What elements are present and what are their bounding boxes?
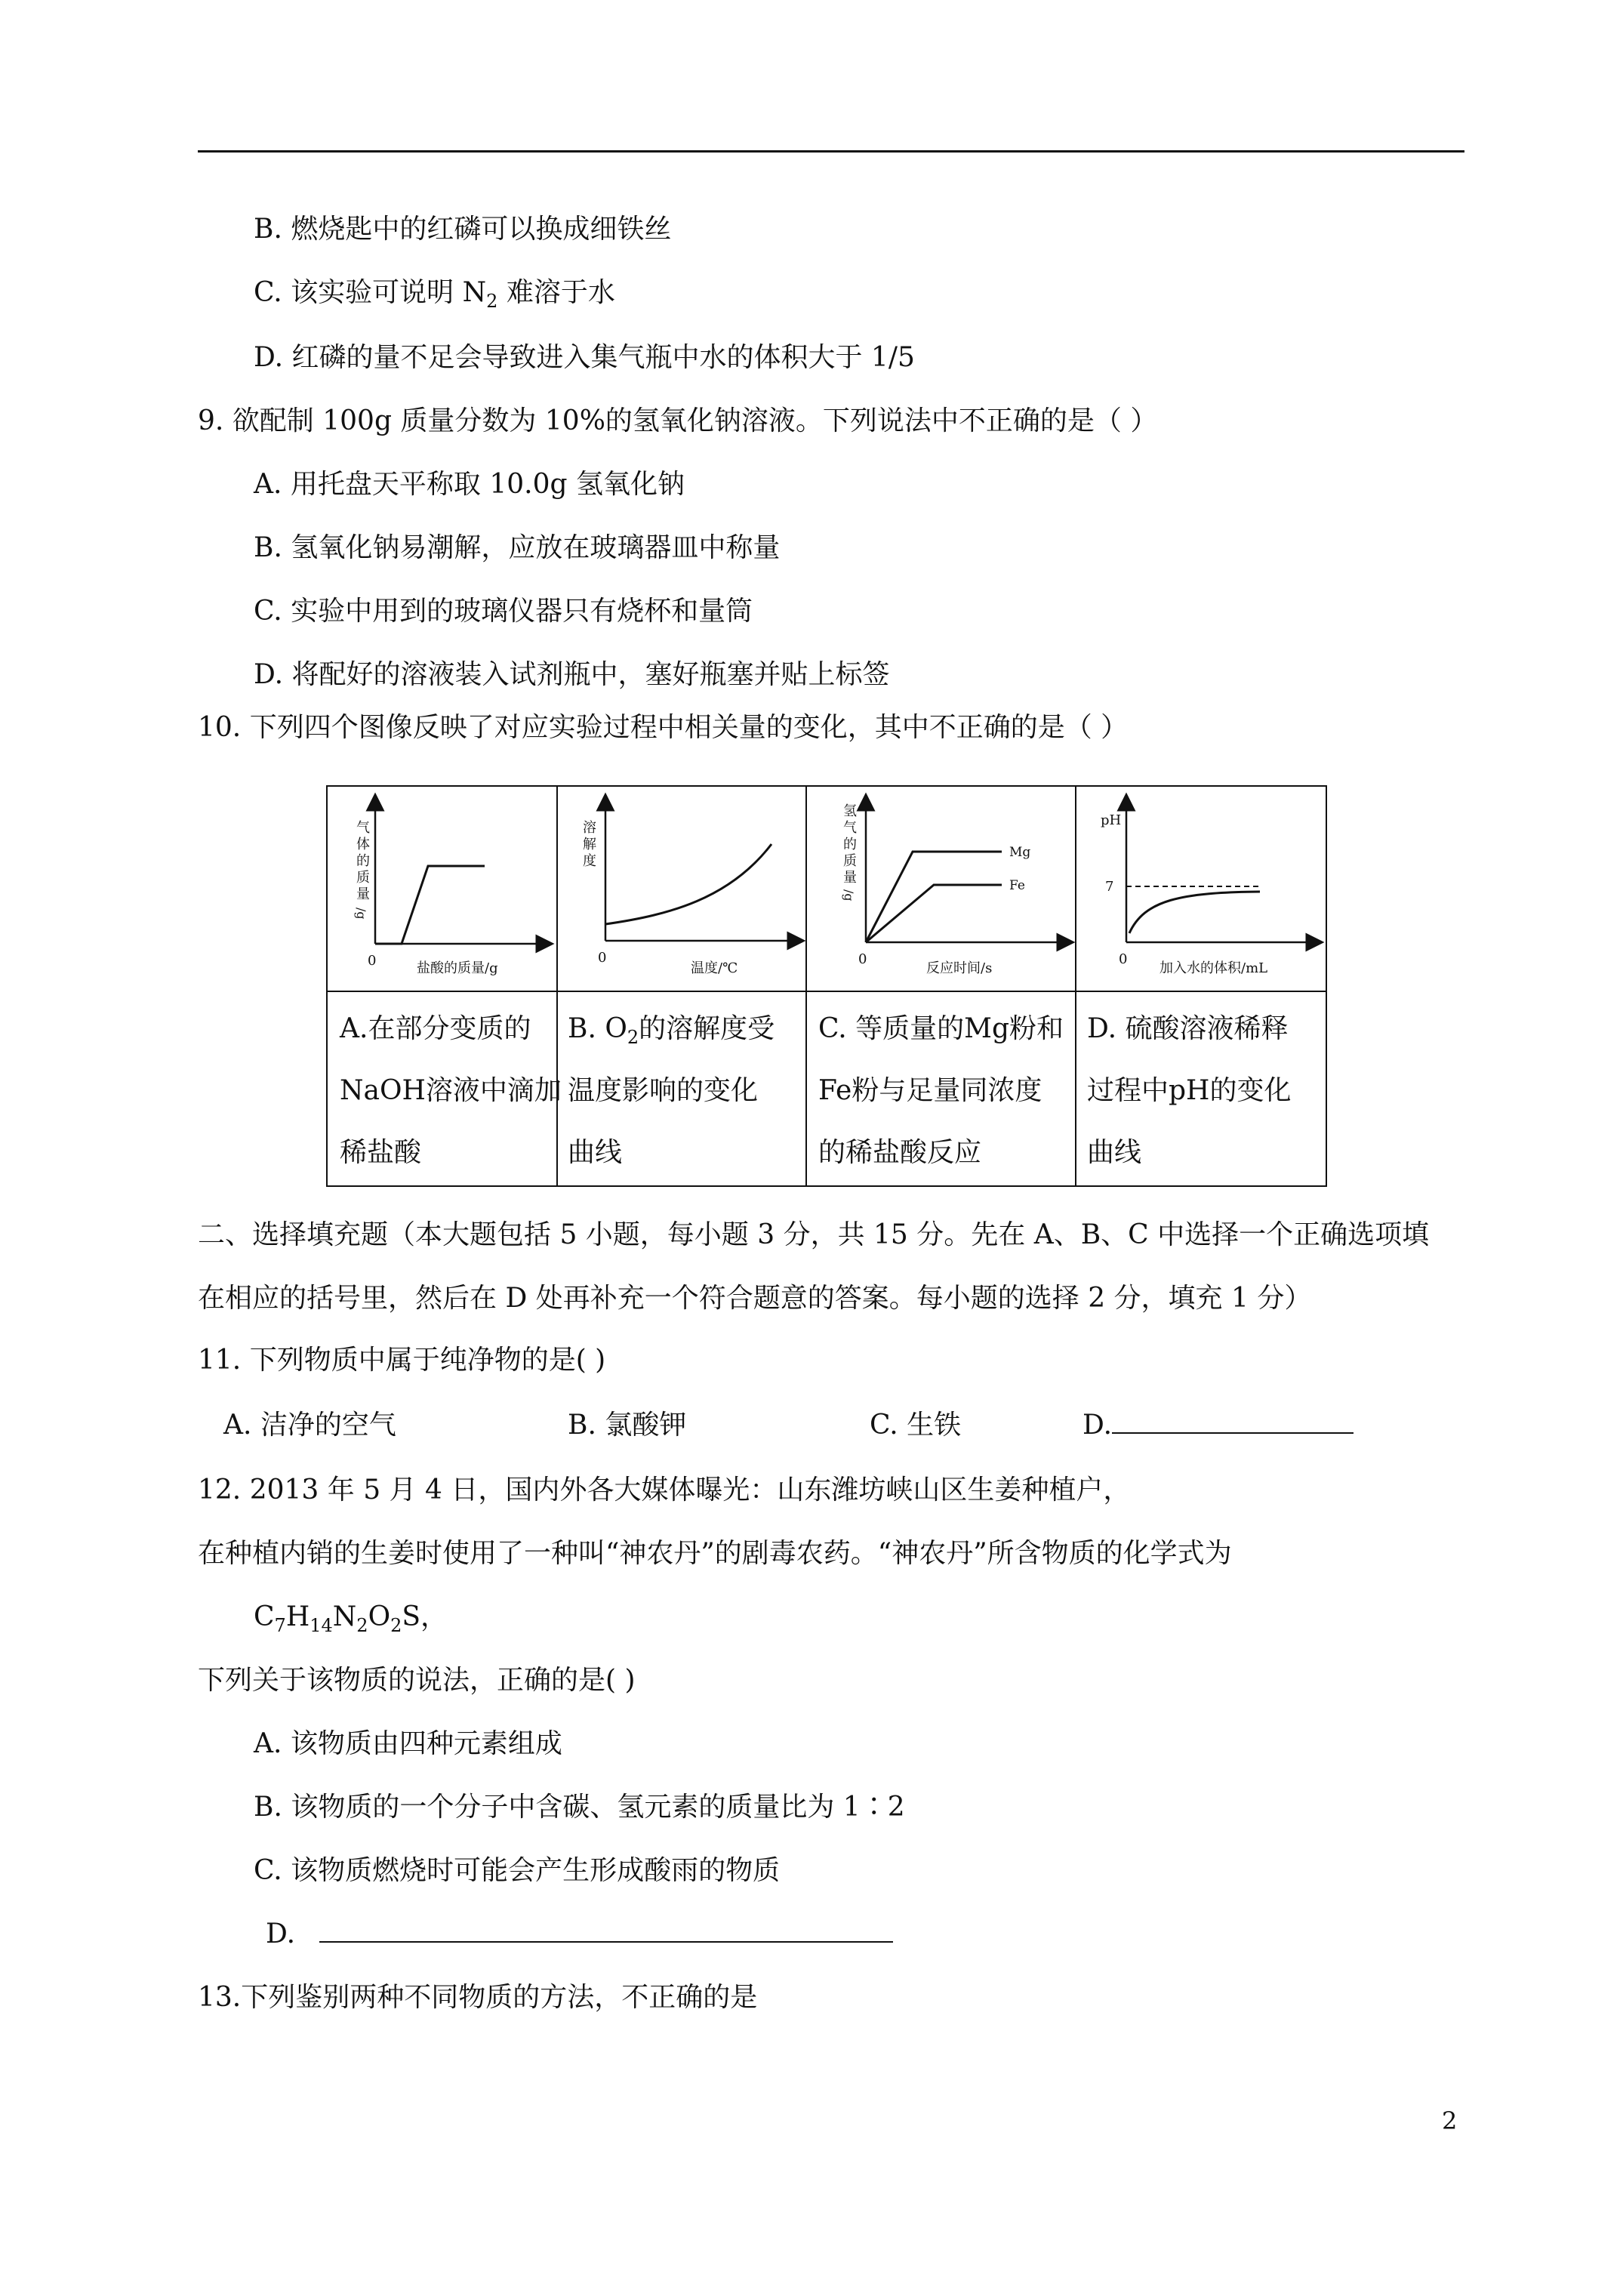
q11-stem: 11. 下列物质中属于纯净物的是( ) (198, 1345, 606, 1376)
y-axis-label: pH (1101, 812, 1122, 828)
ylabel-char: 量 (843, 870, 857, 886)
q11-option-b: B. 氯酸钾 (568, 1410, 687, 1441)
ylabel-unit: /g (354, 908, 368, 920)
x-axis-label: 加入水的体积/mL (1160, 960, 1268, 976)
header-rule (198, 150, 1464, 153)
ylabel-char: 气 (356, 820, 370, 836)
caption-c-line3: 的稀盐酸反应 (818, 1137, 982, 1168)
ylabel-char: 氢 (843, 803, 857, 819)
x-axis-label: 反应时间/s (926, 960, 993, 976)
ref-value-label: 7 (1105, 879, 1114, 895)
x-axis-label: 盐酸的质量/g (417, 960, 498, 976)
caption-b-line2: 温度影响的变化 (568, 1075, 759, 1106)
page-number: 2 (1442, 2106, 1458, 2135)
origin-label: 0 (368, 953, 377, 969)
ylabel-char: 的 (356, 853, 370, 869)
caption-a-line1: A.在部分变质的 (340, 1013, 531, 1044)
answer-blank[interactable] (319, 1941, 893, 1943)
graph-b (556, 785, 807, 992)
q9-option-d: D. 将配好的溶液装入试剂瓶中，塞好瓶塞并贴上标签 (254, 659, 890, 690)
caption-b-line1: B. $O_2$的溶解度受 (568, 1013, 775, 1049)
q12-formula: $C_7H_{14}N_2O_2S$， (254, 1601, 448, 1637)
ylabel-char: 质 (356, 870, 370, 886)
ylabel-char: 解 (583, 837, 596, 852)
ylabel-char: 的 (843, 837, 857, 852)
ylabel-char: 量 (356, 886, 370, 902)
q9-stem: 9. 欲配制 100g 质量分数为 10%的氢氧化钠溶液。下列说法中不正确的是（ ） (198, 405, 1158, 436)
q13-stem: 13.下列鉴别两种不同物质的方法，不正确的是 (198, 1982, 758, 2013)
series-label-mg: Mg (1009, 845, 1031, 860)
section2-heading-line1: 二、选择填充题（本大题包括 5 小题，每小题 3 分，共 15 分。先在 A、B、C 中选择一个正确选项填 (198, 1219, 1430, 1250)
section2-heading-line2: 在相应的括号里，然后在 D 处再补充一个符合题意的答案。每小题的选择 2 分，填充 1 分） (198, 1283, 1312, 1314)
q12-question: 下列关于该物质的说法，正确的是( ) (198, 1665, 636, 1696)
caption-c-line2: Fe粉与足量同浓度 (818, 1075, 1042, 1106)
q8-option-b: B. 燃烧匙中的红磷可以换成细铁丝 (254, 214, 672, 245)
origin-label: 0 (598, 950, 607, 966)
caption-d-line2: 过程中pH的变化 (1087, 1075, 1292, 1106)
q10-stem: 10. 下列四个图像反映了对应实验过程中相关量的变化，其中不正确的是（ ） (198, 712, 1129, 743)
caption-d-line1: D. 硫酸溶液稀释 (1087, 1013, 1289, 1044)
solubility-curve (605, 844, 771, 924)
answer-blank[interactable] (1112, 1432, 1354, 1434)
graph-c (805, 785, 1076, 992)
q11-option-a: A. 洁净的空气 (223, 1410, 396, 1441)
graph-a (326, 785, 558, 992)
q12-option-a: A. 该物质由四种元素组成 (254, 1728, 562, 1759)
origin-label: 0 (858, 951, 867, 967)
ylabel-unit: /g (842, 889, 856, 901)
x-axis-label: 温度/℃ (691, 960, 738, 976)
q10-figure-table (326, 785, 1327, 1187)
ylabel-char: 溶 (583, 820, 596, 836)
caption-b-line3: 曲线 (568, 1137, 623, 1168)
caption-d-line3: 曲线 (1087, 1137, 1142, 1168)
q12-option-b: B. 该物质的一个分子中含碳、氢元素的质量比为 1∶2 (254, 1792, 905, 1823)
graph-d (1075, 785, 1327, 992)
q12-stem: 12. 2013 年 5 月 4 日，国内外各大媒体曝光：山东潍坊峡山区生姜种植户， (198, 1475, 1131, 1505)
q12-line2: 在种植内销的生姜时使用了一种叫“神农丹”的剧毒农药。“神农丹”所含物质的化学式为 (198, 1538, 1232, 1569)
q9-option-c: C. 实验中用到的玻璃仪器只有烧杯和量筒 (254, 596, 753, 627)
q9-option-b: B. 氢氧化钠易潮解，应放在玻璃器皿中称量 (254, 532, 781, 563)
ylabel-char: 质 (843, 853, 857, 869)
mg-curve (866, 852, 1002, 942)
series-label-fe: Fe (1009, 878, 1025, 893)
ph-curve (1129, 892, 1260, 933)
caption-c-line1: C. 等质量的Mg粉和 (818, 1013, 1064, 1044)
q8-option-c: C. 该实验可说明 $N_2$ 难溶于水 (254, 277, 615, 313)
fe-curve (866, 885, 1002, 942)
q12-option-d: D. (266, 1916, 893, 1952)
q8-option-d: D. 红磷的量不足会导致进入集气瓶中水的体积大于 1/5 (254, 342, 915, 373)
q9-option-a: A. 用托盘天平称取 10.0g 氢氧化钠 (254, 469, 685, 500)
origin-label: 0 (1119, 951, 1128, 967)
caption-a-line3: 稀盐酸 (340, 1137, 422, 1168)
gas-mass-curve (375, 866, 485, 944)
ylabel-char: 气 (843, 820, 857, 836)
ylabel-char: 度 (583, 853, 596, 869)
ylabel-char: 体 (356, 837, 370, 852)
q11-option-c: C. 生铁 (870, 1410, 962, 1441)
caption-a-line2: NaOH溶液中滴加 (340, 1075, 562, 1106)
q12-option-c: C. 该物质燃烧时可能会产生形成酸雨的物质 (254, 1855, 781, 1886)
q11-option-d: D. (1083, 1407, 1354, 1444)
